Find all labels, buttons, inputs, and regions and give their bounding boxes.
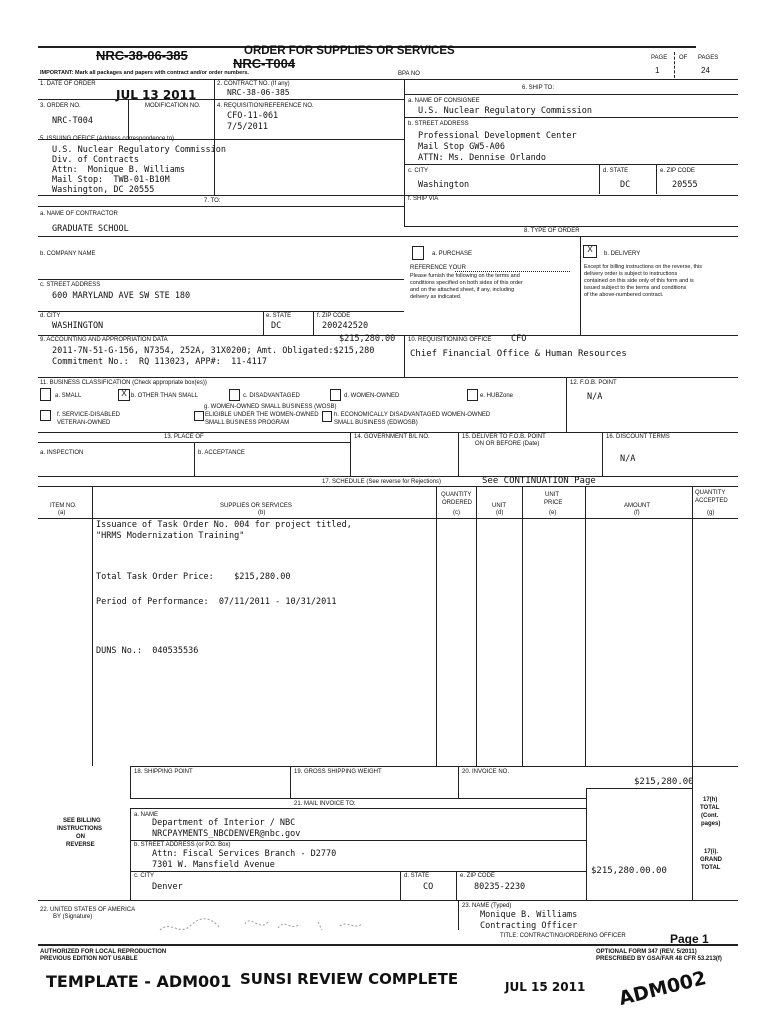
col-accepted-sub: (g) bbox=[707, 510, 715, 516]
purchase-note-3: and on the attached sheet, if any, including bbox=[410, 287, 515, 293]
col-unit: UNIT bbox=[492, 503, 506, 509]
acceptance-label: b. ACCEPTANCE bbox=[198, 450, 245, 456]
page-label: PAGE bbox=[651, 55, 668, 61]
requisition-number-label: 4. REQUISITION/REFERENCE NO. bbox=[217, 103, 314, 109]
date-of-order-label: 1. DATE OF ORDER bbox=[40, 81, 96, 87]
received-date-stamp: JUL 15 2011 bbox=[505, 980, 586, 994]
issuing-office-label: 5. ISSUING OFFICE (Address correspondence to) bbox=[40, 136, 175, 142]
mail-name-line-2: NRCPAYMENTS_NBCDENVER@nbc.gov bbox=[152, 829, 301, 839]
col-item-no: ITEM NO. bbox=[50, 503, 77, 509]
col-supplies: SUPPLIES OR SERVICES bbox=[220, 503, 292, 509]
to-label: 7. TO: bbox=[204, 198, 221, 204]
hubzone-checkbox[interactable] bbox=[467, 389, 478, 401]
col-accepted-1: QUANTITY bbox=[695, 490, 726, 496]
mail-zip-label: e. ZIP CODE bbox=[460, 873, 495, 879]
delivery-note-3: contained on this side only of this form and is bbox=[584, 278, 694, 284]
typed-title-value: Contracting Officer bbox=[480, 921, 578, 931]
col-qty-sub: (c) bbox=[453, 510, 460, 516]
col-qty-2: ORDERED bbox=[442, 500, 473, 506]
reference-your-label: REFERENCE YOUR bbox=[410, 265, 466, 271]
women-owned-checkbox[interactable] bbox=[330, 389, 341, 401]
consignee-value: U.S. Nuclear Regulatory Commission bbox=[418, 106, 592, 116]
signature bbox=[150, 906, 380, 938]
accounting-amount: $215,280.00 bbox=[339, 334, 396, 344]
description-line-1: Issuance of Task Order No. 004 for project titled, bbox=[96, 520, 352, 530]
issuing-office-line-5: Washington, DC 20555 bbox=[52, 185, 155, 195]
col-price-2: PRICE bbox=[544, 500, 563, 506]
footer-prescribed: PRESCRIBED BY GSA/FAR 48 CFR 53.213(f) bbox=[596, 956, 722, 962]
date-of-order-stamp: JUL 13 2011 bbox=[116, 88, 197, 102]
contract-number-label: 2. CONTRACT NO. (If any) bbox=[217, 81, 290, 87]
disadvantaged-label: c. DISADVANTAGED bbox=[243, 393, 300, 399]
total-task-order-price: Total Task Order Price: $215,280.00 bbox=[96, 572, 291, 582]
edwosb-label-2: SMALL BUSINESS (EDWOSB) bbox=[334, 420, 418, 426]
contract-number-value: NRC-38-06-385 bbox=[227, 88, 290, 97]
wosb-label-1: ELIGIBLE UNDER THE WOMEN-OWNED bbox=[205, 412, 319, 418]
footer-previous-edition: PREVIOUS EDITION NOT USABLE bbox=[40, 956, 138, 962]
contractor-name-value: GRADUATE SCHOOL bbox=[52, 224, 129, 234]
delivery-note-5: of the above-numbered contract. bbox=[584, 292, 664, 298]
typed-name-value: Monique B. Williams bbox=[480, 910, 578, 920]
other-than-small-label: b. OTHER THAN SMALL bbox=[131, 393, 198, 399]
issuing-office-line-2: Div. of Contracts bbox=[52, 155, 139, 165]
col-supplies-sub: (b) bbox=[258, 510, 266, 516]
edwosb-label-1: h. ECONOMICALLY DISADVANTAGED WOMEN-OWNED bbox=[334, 412, 491, 418]
ship-street-line-2: Mail Stop GW5-A06 bbox=[418, 142, 505, 152]
col-amount-sub: (f) bbox=[634, 510, 640, 516]
place-of-label: 13. PLACE OF bbox=[164, 434, 204, 440]
fob-point-label: 12. F.O.B. POINT bbox=[570, 380, 617, 386]
footer-reproduction: AUTHORIZED FOR LOCAL REPRODUCTION bbox=[40, 949, 167, 955]
mail-street-line-2: 7301 W. Mansfield Avenue bbox=[152, 860, 275, 870]
contractor-zip-label: f. ZIP CODE bbox=[317, 313, 351, 319]
disadvantaged-checkbox[interactable] bbox=[229, 389, 240, 401]
form-title: ORDER FOR SUPPLIES OR SERVICES bbox=[244, 45, 455, 57]
title-label: TITLE: CONTRACTING/ORDERING OFFICER bbox=[500, 933, 626, 939]
contractor-street-label: c. STREET ADDRESS bbox=[40, 282, 101, 288]
wosb-label-2: SMALL BUSINESS PROGRAM bbox=[205, 420, 290, 426]
wosb-title: g. WOMEN-OWNED SMALL BUSINESS (WOSB) bbox=[204, 404, 337, 410]
edwosb-checkbox[interactable] bbox=[322, 411, 332, 422]
contractor-state-label: e. STATE bbox=[266, 313, 292, 319]
contractor-state-value: DC bbox=[271, 321, 282, 331]
hubzone-label: e. HUBZone bbox=[480, 393, 514, 399]
ship-state-label: d. STATE bbox=[603, 168, 629, 174]
description-line-2: "HRMS Modernization Training" bbox=[96, 531, 245, 541]
col-price-1: UNIT bbox=[545, 492, 559, 498]
contractor-street-value: 600 MARYLAND AVE SW STE 180 bbox=[52, 291, 191, 301]
shipping-point-label: 18. SHIPPING POINT bbox=[134, 769, 193, 775]
mail-state-value: CO bbox=[423, 882, 434, 892]
delivery-label: b. DELIVERY bbox=[604, 251, 641, 257]
inspection-label: a. INSPECTION bbox=[40, 450, 84, 456]
total-h-label-2: TOTAL bbox=[700, 805, 720, 811]
struck-order-number: NRC-T004 bbox=[233, 56, 296, 71]
footer-form-number: OPTIONAL FORM 347 (REV. 5/2011) bbox=[596, 949, 697, 955]
order-number-label: 3. ORDER NO. bbox=[40, 103, 81, 109]
deliver-fob-label-2: ON OR BEFORE (Date) bbox=[475, 441, 540, 447]
purchase-note-2: conditions specified on both sides of this order bbox=[410, 280, 523, 286]
requisitioning-office-code: CFO bbox=[511, 334, 527, 344]
issuing-office-line-4: Mail Stop: TWB-01-B10M bbox=[52, 175, 170, 185]
schedule-label: 17. SCHEDULE (See reverse for Rejections) bbox=[322, 479, 442, 485]
adm-stamp: ADM002 bbox=[616, 967, 709, 1010]
mail-city-label: c. CITY bbox=[134, 873, 155, 879]
ship-street-line-3: ATTN: Ms. Dennise Orlando bbox=[418, 153, 546, 163]
contractor-zip-value: 200242520 bbox=[322, 321, 369, 331]
period-of-performance: Period of Performance: 07/11/2011 - 10/31/2011 bbox=[96, 597, 337, 607]
pages-label: PAGES bbox=[698, 55, 719, 61]
sdvet-checkbox[interactable] bbox=[40, 410, 51, 421]
see-billing-4: REVERSE bbox=[66, 842, 95, 848]
accounting-line-2: Commitment No.: RQ 113023, APP#: 11-4117 bbox=[52, 357, 267, 367]
contractor-city-label: d. CITY bbox=[40, 313, 61, 319]
delivery-note-4: issued subject to the terms and conditions bbox=[584, 285, 687, 291]
requisitioning-office-value: Chief Financial Office & Human Resources bbox=[410, 349, 627, 359]
mail-city-value: Denver bbox=[152, 882, 183, 892]
col-amount: AMOUNT bbox=[624, 503, 650, 509]
gov-bl-label: 14. GOVERNMENT B/L NO. bbox=[354, 434, 430, 440]
purchase-label: a. PURCHASE bbox=[432, 251, 473, 257]
small-checkbox[interactable] bbox=[40, 388, 51, 401]
discount-terms-label: 16. DISCOUNT TERMS bbox=[606, 434, 670, 440]
mail-name-line-1: Department of Interior / NBC bbox=[152, 818, 296, 828]
requisition-number-value: CFO-11-061 bbox=[227, 111, 279, 121]
modification-number-label: MODIFICATION NO. bbox=[145, 103, 201, 109]
see-billing-3: ON bbox=[76, 834, 85, 840]
ship-via-label: f. SHIP VIA bbox=[408, 196, 439, 202]
duns-number: DUNS No.: 040535536 bbox=[96, 646, 199, 656]
grand-total-label-2: GRAND bbox=[700, 857, 722, 863]
issuing-office-line-3: Attn: Monique B. Williams bbox=[52, 165, 186, 175]
col-price-sub: (e) bbox=[549, 510, 557, 516]
col-item-no-sub: (a) bbox=[58, 510, 66, 516]
small-label: a. SMALL bbox=[55, 393, 82, 399]
usa-label: 22. UNITED STATES OF AMERICA bbox=[40, 907, 136, 913]
page-number-mark: Page 1 bbox=[670, 932, 709, 946]
business-classification-label: 11. BUSINESS CLASSIFICATION (Check appropriate box(es)) bbox=[40, 380, 207, 386]
grand-total-label-3: TOTAL bbox=[701, 865, 721, 871]
accounting-label: 9. ACCOUNTING AND APPROPRIATION DATA bbox=[40, 337, 168, 343]
contractor-city-value: WASHINGTON bbox=[52, 321, 104, 331]
discount-terms-value: N/A bbox=[620, 454, 636, 464]
pages-value: 24 bbox=[701, 66, 710, 75]
order-number-value: NRC-T004 bbox=[52, 116, 93, 126]
delivery-note-2: delivery order is subject to instructions bbox=[584, 271, 678, 277]
ship-zip-label: e. ZIP CODE bbox=[660, 168, 695, 174]
page-value: 1 bbox=[655, 66, 660, 75]
subtotal-amount: $215,280.00 bbox=[634, 777, 694, 787]
sdvet-label-1: f. SERVICE-DISABLED bbox=[57, 412, 120, 418]
delivery-note-1: Except for billing instructions on the reverse, this bbox=[584, 264, 703, 270]
total-h-label-4: pages) bbox=[701, 821, 721, 827]
see-billing-2: INSTRUCTIONS bbox=[57, 826, 102, 832]
ship-street-label: b. STREET ADDRESS bbox=[408, 121, 469, 127]
ship-street-line-1: Professional Development Center bbox=[418, 131, 577, 141]
other-than-small-checkbox[interactable]: X bbox=[118, 389, 130, 401]
sunsi-review-stamp: SUNSI REVIEW COMPLETE bbox=[240, 970, 459, 988]
of-label: OF bbox=[679, 55, 688, 61]
ship-to-label: 6. SHIP TO: bbox=[522, 85, 555, 91]
grand-total-amount: $215,280.00.00 bbox=[591, 866, 667, 876]
col-unit-sub: (d) bbox=[496, 510, 504, 516]
mail-name-label: a. NAME bbox=[134, 812, 159, 818]
order-type-label: 8. TYPE OF ORDER bbox=[524, 228, 580, 234]
important-note: IMPORTANT: Mark all packages and papers with contract and/or order numbers. bbox=[40, 70, 249, 76]
fob-point-value: N/A bbox=[587, 392, 603, 402]
grand-total-label-1: 17(i). bbox=[704, 849, 719, 855]
see-billing-1: SEE BILLING bbox=[63, 818, 101, 824]
issuing-office-line-1: U.S. Nuclear Regulatory Commission bbox=[52, 145, 226, 155]
mail-invoice-label: 21. MAIL INVOICE TO: bbox=[294, 801, 356, 807]
mail-street-line-1: Attn: Fiscal Services Branch - D2770 bbox=[152, 849, 337, 859]
total-h-label-1: 17(h) bbox=[703, 797, 718, 803]
invoice-number-label: 20. INVOICE NO. bbox=[462, 769, 510, 775]
accounting-line-1: 2011-7N-51-G-156, N7354, 252A, 31X0200; Amt. Obligated:$215,280 bbox=[52, 346, 375, 356]
company-name-label: b. COMPANY NAME bbox=[40, 251, 96, 257]
col-qty-1: QUANTITY bbox=[441, 492, 472, 498]
wosb-checkbox[interactable] bbox=[194, 411, 204, 421]
mail-zip-value: 80235-2230 bbox=[474, 882, 526, 892]
contractor-name-label: a. NAME OF CONTRACTOR bbox=[40, 211, 118, 217]
requisitioning-office-label: 10. REQUISITIONING OFFICE bbox=[408, 337, 492, 343]
purchase-note-1: Please furnish the following on the terms and bbox=[410, 273, 520, 279]
mail-state-label: d. STATE bbox=[404, 873, 430, 879]
bpa-label: BPA NO bbox=[398, 71, 420, 77]
total-h-label-3: (Cont. bbox=[701, 813, 719, 819]
continuation-note: See CONTINUATION Page bbox=[482, 476, 596, 486]
col-accepted-2: ACCEPTED bbox=[695, 498, 728, 504]
deliver-fob-label-1: 15. DELIVER TO F.O.B. POINT bbox=[462, 434, 546, 440]
sdvet-label-2: VETERAN-OWNED bbox=[57, 420, 111, 426]
template-stamp: TEMPLATE - ADM001 bbox=[46, 972, 232, 991]
typed-name-label: 23. NAME (Typed) bbox=[462, 903, 512, 909]
consignee-label: a. NAME OF CONSIGNEE bbox=[408, 98, 480, 104]
ship-state-value: DC bbox=[620, 180, 631, 190]
by-signature-label: BY (Signature) bbox=[53, 914, 93, 920]
women-owned-label: d. WOMEN-OWNED bbox=[344, 393, 400, 399]
gross-weight-label: 19. GROSS SHIPPING WEIGHT bbox=[294, 769, 382, 775]
struck-contract-number: NRC-38-06-385 bbox=[96, 48, 188, 63]
ship-city-label: c. CITY bbox=[408, 168, 429, 174]
delivery-checkbox[interactable]: X bbox=[583, 245, 597, 258]
purchase-note-4: delivery as indicated. bbox=[410, 294, 462, 300]
mail-street-label: b. STREET ADDRESS (or P.O. Box) bbox=[134, 842, 231, 848]
ship-zip-value: 20555 bbox=[672, 180, 698, 190]
requisition-date-value: 7/5/2011 bbox=[227, 122, 268, 132]
ship-city-value: Washington bbox=[418, 180, 470, 190]
purchase-checkbox[interactable] bbox=[412, 246, 424, 260]
